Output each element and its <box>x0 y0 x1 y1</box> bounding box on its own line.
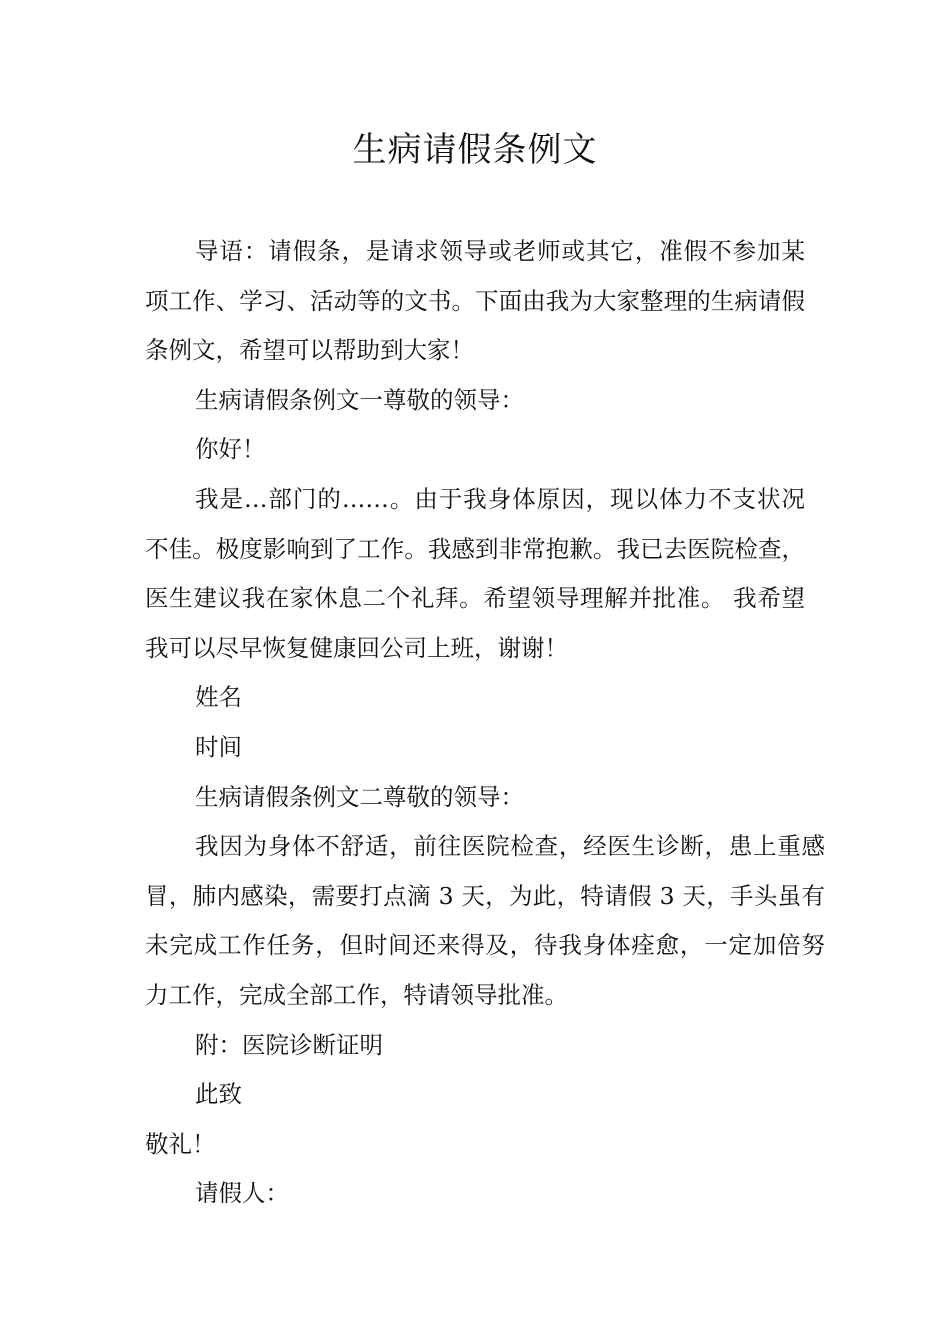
document-body <box>145 227 825 1219</box>
closing-line: 此致 <box>195 1080 242 1109</box>
example-one-heading: 生病请假条例文一尊敬的领导： <box>195 385 524 414</box>
example-two-heading: 生病请假条例文二尊敬的领导： <box>195 782 524 811</box>
attachment-line: 附：医院诊断证明 <box>195 1030 383 1059</box>
time-line: 时间 <box>195 732 242 761</box>
document-title: 生病请假条例文 <box>352 130 598 170</box>
intro-paragraph: 导语：请假条，是请求领导或老师或其它，准假不参加某项工作、学习、活动等的文书。下面由我为大家整理的生病请假条例文，希望可以帮助到大家！ <box>145 237 805 365</box>
salutation-line: 敬礼！ <box>145 1129 216 1158</box>
name-line: 姓名 <box>195 683 242 712</box>
greeting: 你好！ <box>195 435 266 464</box>
example-one-body: 我是…部门的……。由于我身体原因，现以体力不支状况不佳。极度影响到了工作。我感到非常抱歉。我已去医院检查，医生建议我在家休息二个礼拜。希望领导理解并批准。 我希望我可以尽早恢复健康回公司上班，谢谢！ <box>145 484 805 662</box>
signature-line: 请假人： <box>195 1179 289 1208</box>
example-two-body: 我因为身体不舒适，前往医院检查，经医生诊断，患上重感冒，肺内感染，需要打点滴 3 天，为此，特请假 3 天，手头虽有未完成工作任务，但时间还来得及，待我身体痊愈，一定加倍努力工作，完成全部工作，特请领导批准。 <box>145 832 825 1009</box>
